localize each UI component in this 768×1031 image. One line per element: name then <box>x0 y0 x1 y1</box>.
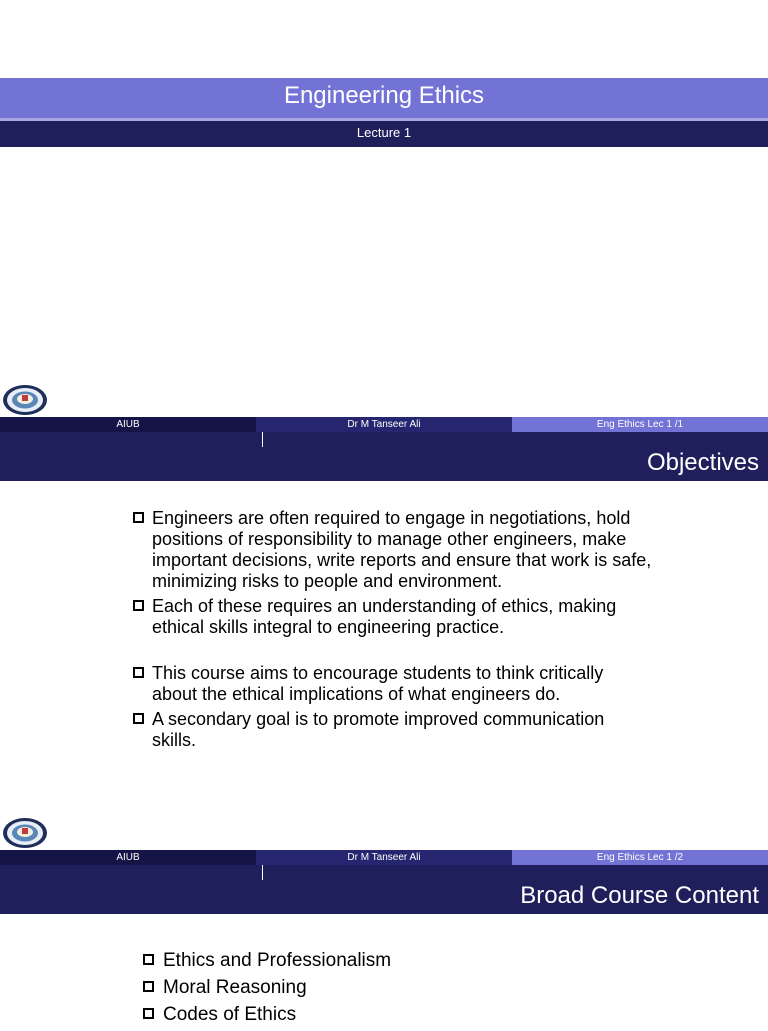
list-item-text: Engineers are often required to engage in negotiations, hold positions of responsibility to manage other engineers, make important decisions, write reports and ensure that work is safe, minimizing risks to people and environment. <box>152 508 652 591</box>
slide3-title: Broad Course Content <box>520 882 759 909</box>
university-seal-icon <box>1 384 49 416</box>
list-item-text: A secondary goal is to promote improved communication skills. <box>152 709 605 750</box>
list-item <box>142 1004 542 1025</box>
footer-institution: AIUB <box>0 850 256 865</box>
list-item <box>132 709 652 751</box>
list-item-text: Each of these requires an understanding of ethics, making ethical skills integral to engineering practice. <box>152 596 617 637</box>
checkbox-square-icon <box>133 667 144 678</box>
list-item-text: Moral Reasoning <box>163 977 307 998</box>
header-tick-divider <box>262 432 263 447</box>
checkbox-square-icon <box>143 1008 154 1019</box>
checkbox-square-icon <box>133 600 144 611</box>
slide3-header <box>0 865 768 914</box>
checkbox-square-icon <box>143 981 154 992</box>
university-seal-icon <box>1 817 49 849</box>
list-item <box>132 508 652 592</box>
footer-bar-slide1 <box>0 417 768 432</box>
objectives-list <box>132 508 652 755</box>
course-content-list <box>142 950 542 1031</box>
checkbox-square-icon <box>143 954 154 965</box>
checkbox-square-icon <box>133 512 144 523</box>
slide-subtitle: Lecture 1 <box>0 121 768 147</box>
list-item <box>142 950 542 971</box>
list-item <box>132 663 652 705</box>
header-tick-divider <box>262 865 263 880</box>
list-item-text: This course aims to encourage students to think critically about the ethical implications of what engineers do. <box>152 663 604 704</box>
list-item-text: Codes of Ethics <box>163 1004 297 1025</box>
list-item <box>142 977 542 998</box>
slide2-title: Objectives <box>646 449 759 476</box>
footer-bar-slide2 <box>0 850 768 865</box>
footer-page-number: Eng Ethics Lec 1 /1 <box>512 417 768 432</box>
slide2-header <box>0 432 768 481</box>
footer-page-number: Eng Ethics Lec 1 /2 <box>512 850 768 865</box>
footer-author: Dr M Tanseer Ali <box>256 417 512 432</box>
footer-institution: AIUB <box>0 417 256 432</box>
checkbox-square-icon <box>133 713 144 724</box>
list-item <box>132 596 652 638</box>
footer-author: Dr M Tanseer Ali <box>256 850 512 865</box>
list-item-text: Ethics and Professionalism <box>163 950 392 971</box>
slide-title: Engineering Ethics <box>0 78 768 118</box>
